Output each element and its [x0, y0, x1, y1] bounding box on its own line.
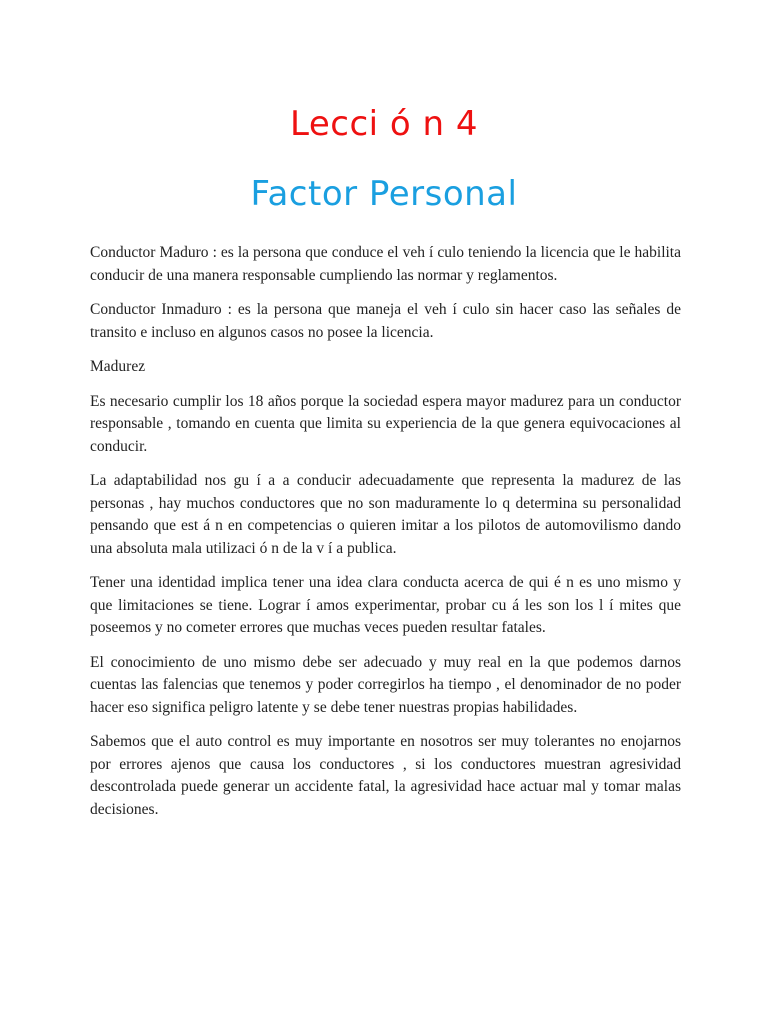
paragraph-conocimiento: El conocimiento de uno mismo debe ser adecuado y muy real en la que podemos darnos cuentas las falencias que tenemos y poder corregirlos ha tiempo , el denominador de no poder hacer eso significa peligro latente y se debe tener nuestras propias habilidades. — [90, 653, 681, 716]
subheading-madurez: Madurez — [90, 358, 146, 375]
paragraph-conductor-maduro: Conductor Maduro : es la persona que conduce el veh í culo teniendo la licencia que le habilita conducir de una manera responsable cumpliendo las normar y reglamentos. — [90, 244, 681, 284]
paragraph-identidad: Tener una identidad implica tener una idea clara conducta acerca de qui é n es uno mismo y que limitaciones se tiene. Lograr í amos experimentar, probar cu á les son los l í mites que poseemos y no cometer errores que muchas veces pueden resultar fatales. — [90, 574, 681, 636]
paragraph-edad: Es necesario cumplir los 18 años porque la sociedad espera mayor madurez para un conductor responsable , tomando en cuenta que limita su experiencia de la que genera equivocaciones al conducir. — [90, 392, 681, 455]
paragraph-autocontrol: Sabemos que el auto control es muy importante en nosotros ser muy tolerantes no enojarnos por errores ajenos que causa los conductores , si los conductores muestran agresividad descontrolada puede generar un accidente fatal, la agresividad hace actuar mal y tomar malas decisiones. — [90, 733, 681, 818]
paragraph-adaptabilidad: La adaptabilidad nos gu í a a conducir adecuadamente que representa la madurez de las personas , hay muchos conductores que no son maduramente lo q determina su personalidad pensando que est á n en competencias o quieren imitar a los pilotos de automovilismo dando una absoluta mala utilizaci ó n de la v í a publica. — [90, 472, 681, 557]
section-title: Factor Personal — [250, 174, 518, 214]
lesson-title: Lecci ó n 4 — [289, 104, 478, 144]
document-body — [90, 242, 681, 833]
paragraph-conductor-inmaduro: Conductor Inmaduro : es la persona que maneja el veh í culo sin hacer caso las señales de transito e incluso en algunos casos no posee la licencia. — [90, 301, 681, 341]
